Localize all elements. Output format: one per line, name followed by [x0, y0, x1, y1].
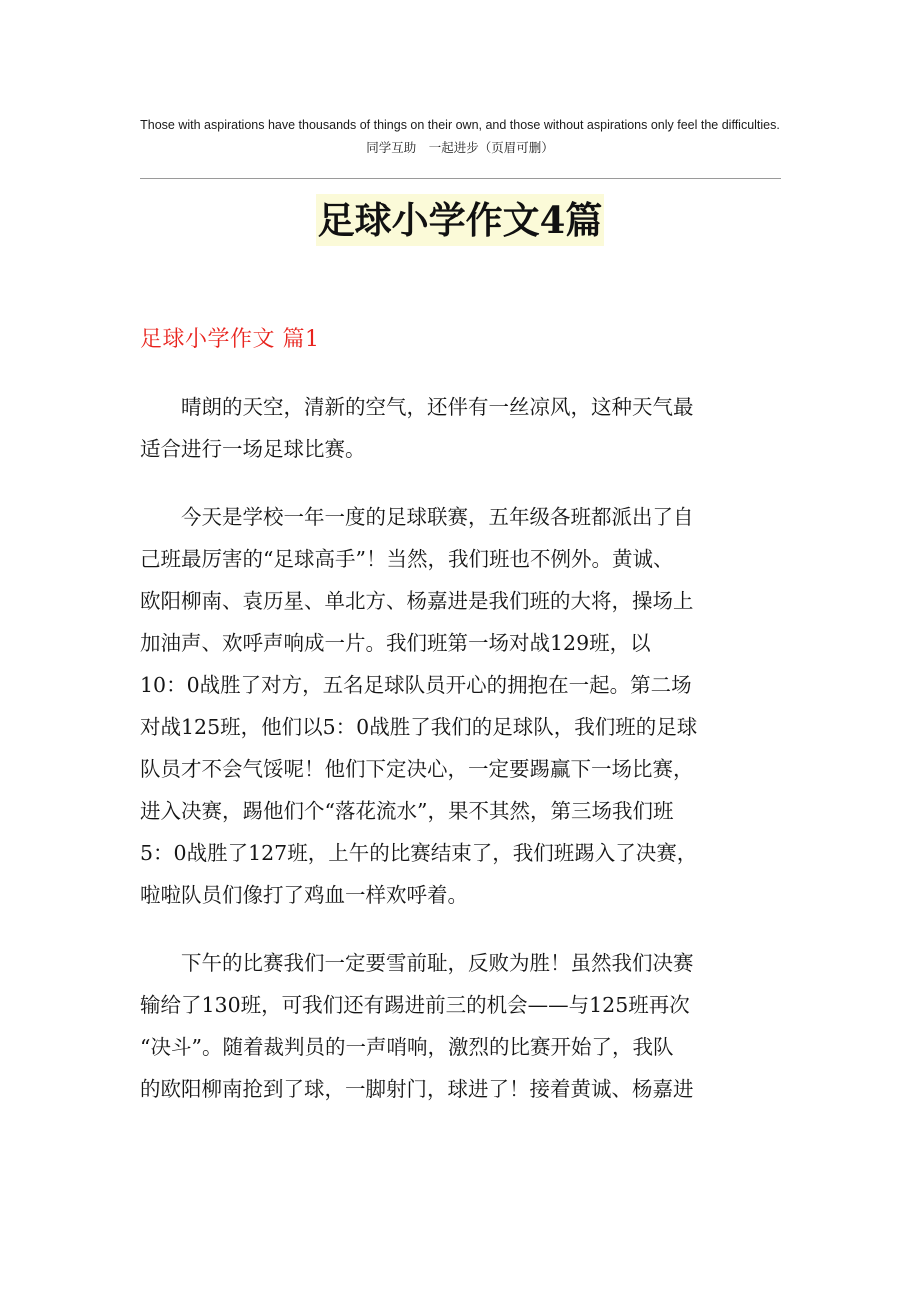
paragraph-line: 适合进行一场足球比赛。 — [140, 437, 366, 461]
paragraph-line: 欧阳柳南、袁历星、单北方、杨嘉进是我们班的大将，操场上 — [140, 589, 694, 613]
paragraph-2 — [140, 496, 781, 916]
section-heading: 足球小学作文 篇1 — [140, 327, 320, 352]
paragraph-line: 输给了130班，可我们还有踢进前三的机会——与125班再次 — [140, 993, 690, 1017]
header-note: Those with aspirations have thousands of things on their own, and those without aspirations only feel the difficulties.同学互助 一起进步（页眉可删） — [140, 118, 780, 155]
paragraph-1 — [140, 386, 781, 470]
header-divider — [140, 178, 781, 179]
paragraph-line: 进入决赛，踢他们个“落花流水”，果不其然，第三场我们班 — [140, 799, 674, 823]
paragraph-line: 己班最厉害的“足球高手”！当然，我们班也不例外。黄诚、 — [140, 547, 674, 571]
paragraph-line: 今天是学校一年一度的足球联赛，五年级各班都派出了自 — [181, 505, 694, 529]
paragraph-line: 下午的比赛我们一定要雪前耻，反败为胜！虽然我们决赛 — [181, 951, 694, 975]
paragraph-line: 晴朗的天空，清新的空气，还伴有一丝凉风，这种天气最 — [181, 395, 694, 419]
essay-body — [140, 386, 781, 1136]
paragraph-line: 队员才不会气馁呢！他们下定决心，一定要踢赢下一场比赛， — [140, 757, 694, 781]
paragraph-line: “决斗”。随着裁判员的一声哨响，激烈的比赛开始了，我队 — [140, 1035, 674, 1059]
paragraph-line: 加油声、欢呼声响成一片。我们班第一场对战129班，以 — [140, 631, 651, 655]
paragraph-3 — [140, 942, 781, 1110]
paragraph-line: 10：0战胜了对方，五名足球队员开心的拥抱在一起。第二场 — [140, 673, 692, 697]
title-container — [0, 194, 920, 246]
paragraph-line: 对战125班，他们以5：0战胜了我们的足球队，我们班的足球 — [140, 715, 698, 739]
paragraph-line: 啦啦队员们像打了鸡血一样欢呼着。 — [140, 883, 468, 907]
paragraph-line: 的欧阳柳南抢到了球，一脚射门，球进了！接着黄诚、杨嘉进 — [140, 1077, 694, 1101]
paragraph-line: 5：0战胜了127班，上午的比赛结束了，我们班踢入了决赛， — [140, 841, 698, 865]
document-title: 足球小学作文4篇 — [316, 194, 605, 246]
